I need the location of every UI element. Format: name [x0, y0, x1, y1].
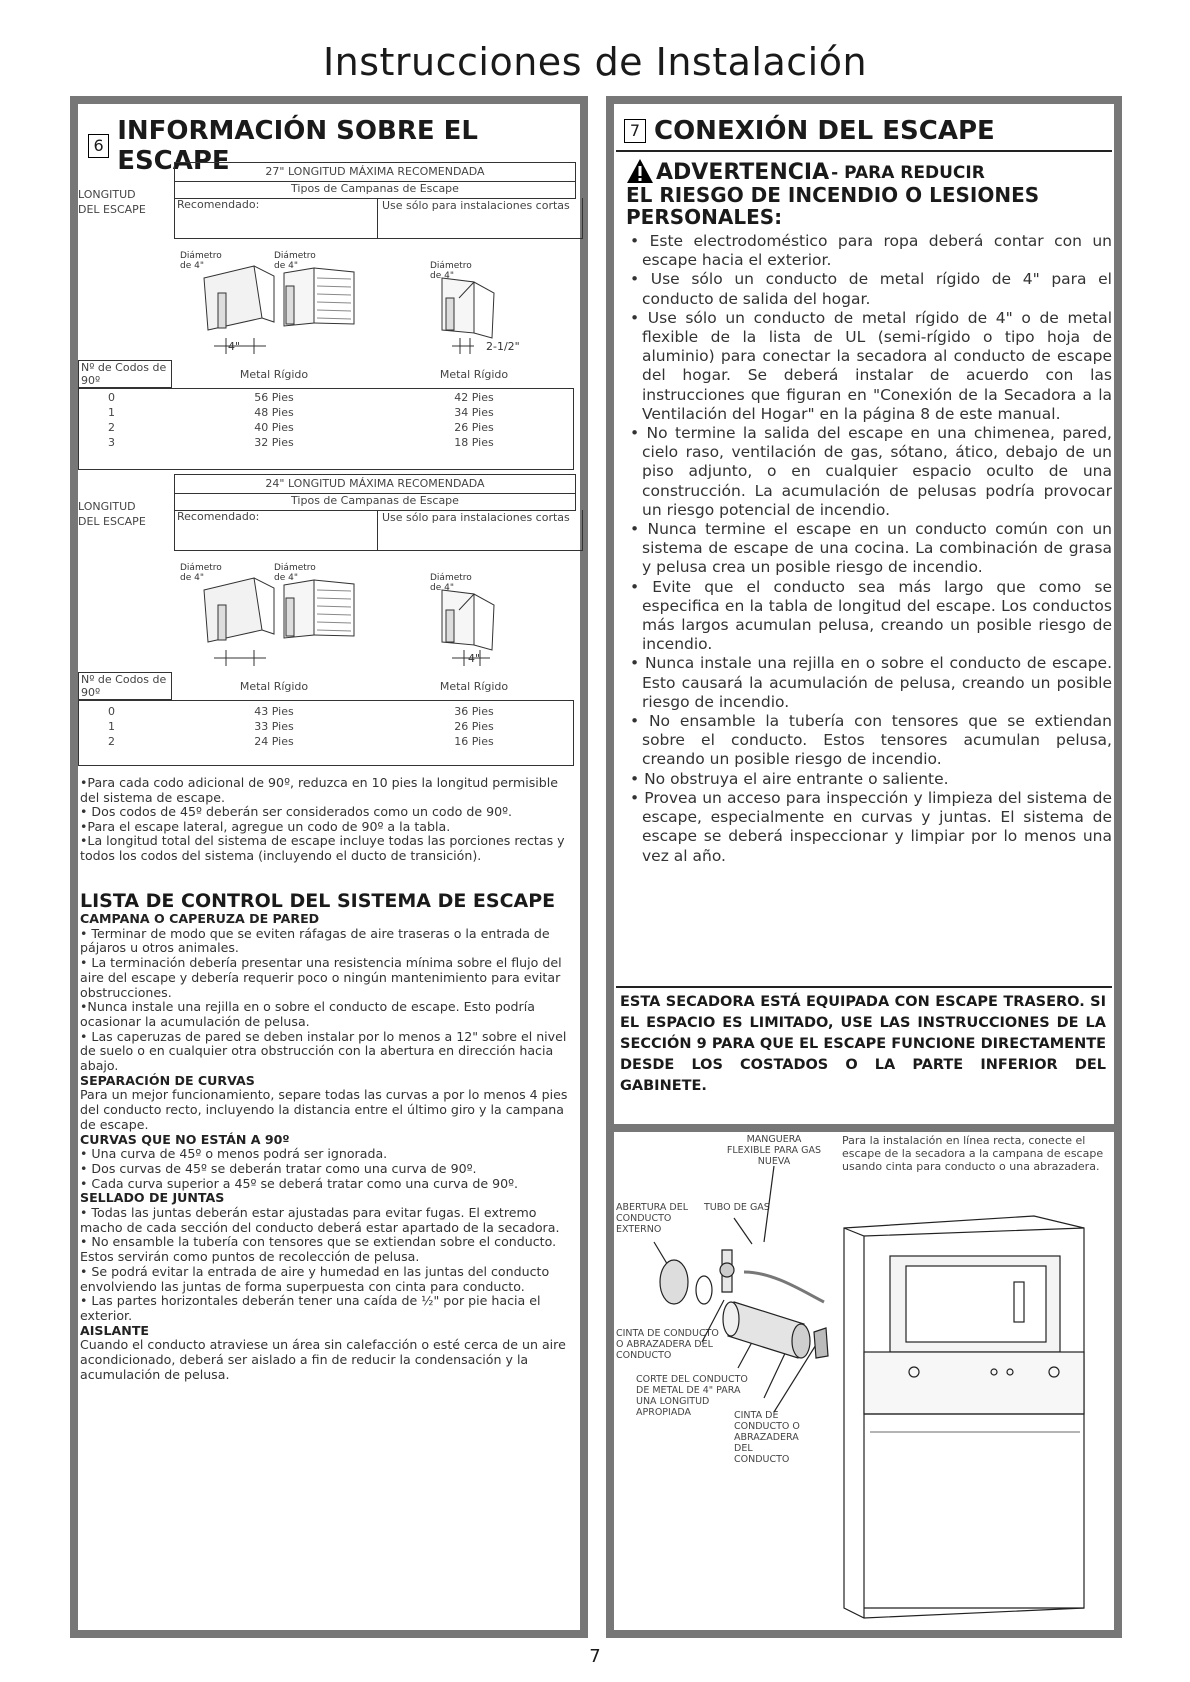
subheading: SELLADO DE JUNTAS — [80, 1190, 225, 1206]
warning-triangle-icon — [626, 158, 654, 184]
diameter-label: de 4" — [180, 573, 204, 583]
divider — [616, 986, 1112, 988]
exhaust-hoods-illustration — [174, 550, 574, 670]
short-values — [374, 390, 574, 450]
elbow-count: 0 — [108, 391, 115, 404]
diameter-label: de 4" — [274, 573, 298, 583]
warning-item: • Nunca termine el escape en un conducto común con un sistema de escape de una cocina. La combinación de grasa y pelusa crea un posible riesgo de incendio. — [630, 520, 1112, 577]
table-header: 24" LONGITUD MÁXIMA RECOMENDADA — [174, 474, 576, 494]
warning-item: • Este electrodoméstico para ropa deberá contar con un escape hacia el exterior. — [630, 232, 1112, 270]
rec-value: 40 Pies — [254, 421, 294, 434]
section-number-box: 7 — [624, 119, 646, 143]
col-label: Metal Rígido — [439, 368, 509, 381]
col-label: Metal Rígido — [239, 680, 309, 693]
dim-label: 2-1/2" — [486, 340, 520, 353]
warning-item: • Use sólo un conducto de metal rígido de 4" o de metal flexible de la lista de UL (semi-rígido o tipo hoja de aluminio) para conectar la secadora al conducto de escape del hogar. Se deberá instalar de acuerdo con las instrucciones que figuran en "Conexión de la Secadora a la Ventilación del Hogar" en la página 8 de este manual. — [630, 308, 1112, 423]
diameter-label: Diámetro — [180, 251, 222, 261]
warning-item: • No obstruya el aire entrante o saliente. — [630, 769, 949, 788]
checklist-text: Cuando el conducto atraviese un área sin calefacción o esté cerca de un aire acondicionado, deberá ser aislado a fin de reducir la condensación y la acumulación de pelusa. — [80, 1337, 566, 1382]
elbow-counts — [108, 704, 148, 749]
table-notes — [80, 776, 576, 863]
hose-label: MANGUERA FLEXIBLE PARA GAS NUEVA — [726, 1134, 822, 1167]
cut-duct-label: CORTE DEL CONDUCTO DE METAL DE 4" PARA UNA LONGITUD APROPIADA — [636, 1374, 748, 1418]
checklist-item: • La terminación debería presentar una resistencia mínima sobre el flujo del aire del escape y debería requerir poco o ningún mantenimiento para evitar obstrucciones. — [80, 955, 562, 1000]
exhaust-table-27 — [78, 162, 580, 472]
diameter-label: de 4" — [274, 261, 298, 271]
col-label: Metal Rígido — [439, 680, 509, 693]
section-number-box: 6 — [88, 134, 109, 158]
recommended-label: Recomendado: — [174, 510, 378, 551]
warning-item: • Evite que el conducto sea más largo que como se especifica en la tabla de longitud del escape. Los conductos más largos acumulan pelusa, creando un posible riesgo de incendio. — [630, 577, 1112, 654]
short-value: 26 Pies — [454, 421, 494, 434]
straight-line-note: Para la instalación en línea recta, conecte el escape de la secadora a la campana de escape usando cinta para conducto o una abrazadera. — [842, 1134, 1104, 1173]
note: •Para el escape lateral, agregue un codo de 90º a la tabla. — [80, 818, 451, 834]
elbows-label: Nº de Codos de 90º — [78, 672, 172, 700]
note: •Para cada codo adicional de 90º, reduzca en 10 pies la longitud permisible del sistema de escape. — [80, 775, 559, 805]
checklist-item: • Las caperuzas de pared se deben instalar por lo menos a 12" sobre el nivel de suelo o en cualquier otra obstrucción con la abertura en dirección hacia abajo. — [80, 1028, 567, 1074]
side-label: DEL ESCAPE — [78, 515, 146, 528]
exhaust-connection-panel — [606, 96, 1122, 1136]
elbow-count: 3 — [108, 436, 115, 449]
diameter-label: de 4" — [430, 583, 454, 593]
elbow-count: 1 — [108, 720, 115, 733]
section-title: CONEXIÓN DEL ESCAPE — [654, 116, 995, 146]
checklist-body — [80, 912, 576, 1383]
short-only-label: Use sólo para instalaciones cortas — [374, 510, 583, 551]
diameter-label: de 4" — [180, 261, 204, 271]
tape-clamp-label-2: CINTA DE CONDUCTO O ABRAZADERA DEL CONDUCTO — [734, 1410, 800, 1465]
side-label: DEL ESCAPE — [78, 203, 146, 216]
page-title: Instrucciones de Instalación — [322, 40, 868, 84]
checklist-item: • No ensamble la tubería con tensores que se extiendan sobre el conducto. Estos servirán como puntos de recolección de pelusa. — [80, 1234, 557, 1265]
short-value: 36 Pies — [454, 705, 494, 718]
checklist-item: • Cada curva superior a 45º se deberá tratar como una curva de 90º. — [80, 1175, 519, 1191]
rec-values — [174, 390, 374, 450]
short-value: 34 Pies — [454, 406, 494, 419]
short-value: 26 Pies — [454, 720, 494, 733]
section-title: INFORMACIÓN SOBRE EL ESCAPE — [117, 116, 478, 176]
exhaust-table-24 — [78, 474, 580, 770]
warning-item: • No ensamble la tubería con tensores que se extiendan sobre el conducto. Estos tensores acumulan pelusa, creando un posible riesgo de incendio. — [630, 712, 1112, 769]
rec-value: 56 Pies — [254, 391, 294, 404]
subheading: CAMPANA O CAPERUZA DE PARED — [80, 911, 320, 926]
warning-rest: - PARA REDUCIR — [831, 163, 985, 183]
rec-values — [174, 704, 374, 749]
table-subheader: Tipos de Campanas de Escape — [174, 180, 576, 199]
warning-item: • Nunca instale una rejilla en o sobre el conducto de escape. Esto causará la acumulación de pelusa, creando un posible riesgo de incendio. — [630, 654, 1112, 711]
side-label: LONGITUD — [78, 500, 136, 513]
diameter-label: Diámetro — [274, 563, 316, 573]
divider — [616, 150, 1112, 152]
gas-pipe-label: TUBO DE GAS — [704, 1202, 770, 1213]
elbow-count: 2 — [108, 735, 115, 748]
elbow-count: 0 — [108, 705, 115, 718]
rec-value: 33 Pies — [254, 720, 294, 733]
rec-value: 43 Pies — [254, 705, 294, 718]
checklist-item: • Terminar de modo que se eviten ráfagas de aire traseras o la entrada de pájaros u otros animales. — [80, 925, 550, 956]
dim-label: 4" — [468, 652, 481, 665]
rec-value: 48 Pies — [254, 406, 294, 419]
washer-dryer-illustration — [614, 1132, 1114, 1630]
col-label: Metal Rígido — [239, 368, 309, 381]
note: • Dos codos de 45º deberán ser considerados como un codo de 90º. — [80, 804, 513, 819]
tape-clamp-label: CINTA DE CONDUCTO O ABRAZADERA DEL CONDUCTO — [616, 1328, 719, 1361]
table-subheader: Tipos de Campanas de Escape — [174, 492, 576, 511]
warning-line: EL RIESGO DE INCENDIO O LESIONES — [626, 183, 1040, 207]
elbow-count: 2 — [108, 421, 115, 434]
duct-opening-label: ABERTURA DEL CONDUCTO EXTERNO — [616, 1202, 689, 1235]
diameter-label: de 4" — [430, 271, 454, 281]
subheading: SEPARACIÓN DE CURVAS — [80, 1072, 255, 1088]
short-only-label: Use sólo para instalaciones cortas — [374, 198, 583, 239]
checklist-item: • Las partes horizontales deberán tener una caída de ½" por pie hacia el exterior. — [80, 1293, 541, 1323]
elbows-label: Nº de Codos de 90º — [78, 360, 172, 388]
exhaust-connection-diagram — [606, 1124, 1122, 1638]
checklist-item: • Una curva de 45º o menos podrá ser ignorada. — [80, 1146, 388, 1162]
warning-list — [628, 232, 1112, 866]
table-header: 27" LONGITUD MÁXIMA RECOMENDADA — [174, 162, 576, 182]
diameter-label: Diámetro — [430, 261, 472, 271]
short-values — [374, 704, 574, 749]
dim-label: 4" — [228, 340, 241, 353]
warning-item: • Use sólo un conducto de metal rígido de 4" para el conducto de salida del hogar. — [630, 270, 1112, 308]
section-7-heading — [624, 116, 995, 146]
subheading: CURVAS QUE NO ESTÁN A 90º — [80, 1131, 290, 1147]
rear-exhaust-note: ESTA SECADORA ESTÁ EQUIPADA CON ESCAPE TRASERO. SI EL ESPACIO ES LIMITADO, USE LAS INSTRUCCIONES DE LA SECCIÓN 9 PARA QUE EL ESCAPE FUNCIONE DIRECTAMENTE DESDE LOS COSTADOS O LA PARTE INFERIOR DEL GABINETE. — [620, 994, 1106, 1094]
elbow-count: 1 — [108, 406, 115, 419]
diameter-label: Diámetro — [430, 573, 472, 583]
warning-block — [626, 158, 1106, 228]
warning-line: PERSONALES: — [626, 205, 783, 229]
warning-word: ADVERTENCIA — [656, 160, 830, 185]
short-value: 42 Pies — [454, 391, 494, 404]
recommended-label: Recomendado: — [174, 198, 378, 239]
checklist-title: LISTA DE CONTROL DEL SISTEMA DE ESCAPE — [80, 890, 556, 912]
rec-value: 24 Pies — [254, 735, 294, 748]
elbow-counts — [108, 390, 148, 450]
checklist-item: •Nunca instale una rejilla en o sobre el conducto de escape. Esto podría ocasionar la acumulación de pelusa. — [80, 999, 535, 1029]
diameter-label: Diámetro — [180, 563, 222, 573]
checklist-text: Para un mejor funcionamiento, separe todas las curvas a por lo menos 4 pies del conducto recto, incluyendo la distancia entre el último giro y la campana de escape. — [80, 1087, 568, 1132]
checklist-item: • Se podrá evitar la entrada de aire y humedad en las juntas del conducto envolviendo las juntas de forma superpuesta con cinta para conducto. — [80, 1263, 550, 1294]
diameter-label: Diámetro — [274, 251, 316, 261]
exhaust-info-panel — [70, 96, 588, 1638]
rec-value: 32 Pies — [254, 436, 294, 449]
checklist-item: • Todas las juntas deberán estar ajustadas para evitar fugas. El extremo macho de cada sección del conducto deberá estar apartado de la secadora. — [80, 1205, 560, 1235]
warning-item: • No termine la salida del escape en una chimenea, pared, cielo raso, ventilación de gas, sótano, ático, debajo de un piso adjunto, o en cualquier espacio oculto de una construcción. La acumulación de pelusas podría provocar un riesgo potencial de incendio. — [630, 424, 1112, 519]
page-number: 7 — [589, 1646, 601, 1667]
checklist-item: • Dos curvas de 45º se deberán tratar como una curva de 90º. — [80, 1160, 477, 1176]
side-label: LONGITUD — [78, 188, 136, 201]
short-value: 16 Pies — [454, 735, 494, 748]
warning-item: • Provea un acceso para inspección y limpieza del sistema de escape, especialmente en curvas y juntas. El sistema de escape se deberá inspeccionar y limpiar por lo menos una vez al año. — [630, 788, 1112, 865]
short-value: 18 Pies — [454, 436, 494, 449]
exhaust-hoods-illustration — [174, 238, 574, 358]
subheading: AISLANTE — [80, 1322, 150, 1338]
note: •La longitud total del sistema de escape incluye todas las porciones rectas y todos los codos del sistema (incluyendo el ducto de transición). — [80, 833, 565, 863]
